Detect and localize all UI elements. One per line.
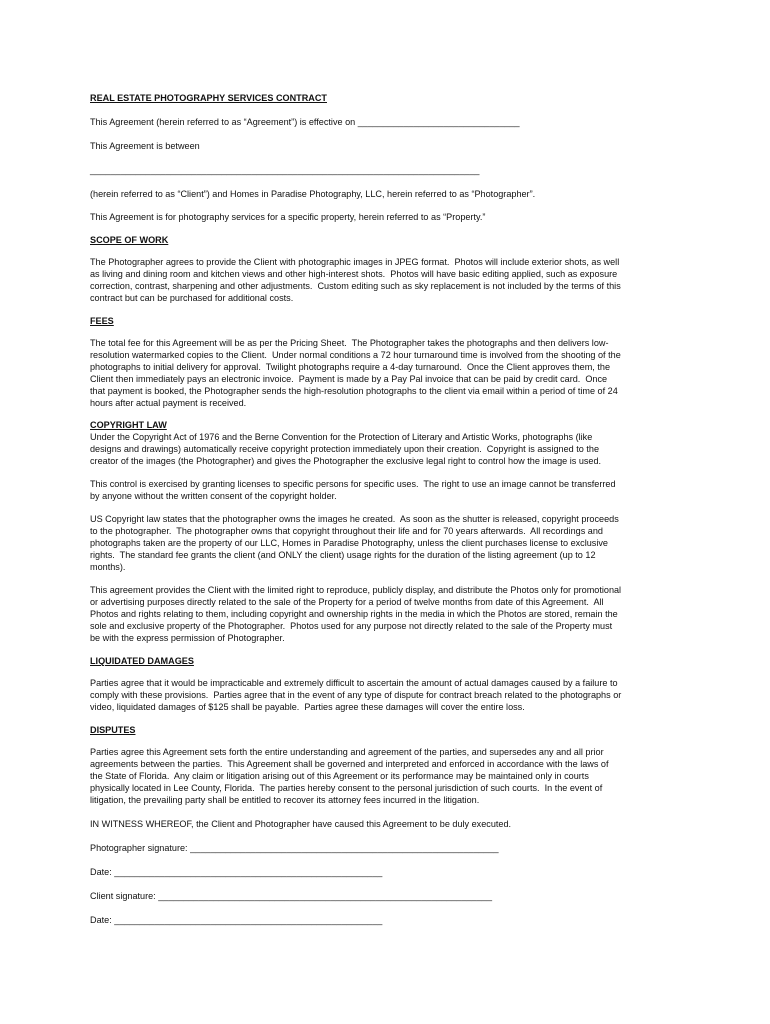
scope-heading: SCOPE OF WORK [90,235,169,245]
scope-text: The Photographer agrees to provide the Client with photographic images in JPEG format. Photos will include exterior shots, as well as living and dining room and kitchen views and other high-interest shots. Photos will have basic editing applied, such as exposure correction, contrast, sharpening and other adjustments. Custom editing such as sky replacement is not included by the terms of this contract but can be purchased for additional costs. [90,257,621,303]
photographer-signature-line: Photographer signature: _____________________________________________________________ [90,843,499,853]
party-blank-line: _____________________________________________________________________________ [90,165,480,175]
copyright-paragraph-3: US Copyright law states that the photographer owns the images he created. As soon as the shutter is released, copyright proceeds to the photographer. The photographer owns that copyright throughout their life and for 70 years afterwards. All recordings and photographs taken are the property of our LLC, Homes in Paradise Photography, unless the client purchases license to exclusive rights. The standard fee grants the client (and ONLY the client) usage rights for the duration of the listing agreement (up to 12 months). [90,514,619,572]
parties-definition: (herein referred to as “Client”) and Homes in Paradise Photography, LLC, herein referred to as “Photographer”. [90,189,536,199]
client-signature-line: Client signature: __________________________________________________________________ [90,891,493,901]
fees-heading: FEES [90,316,114,326]
copyright-paragraph-1: Under the Copyright Act of 1976 and the Berne Convention for the Protection of Literary and Artistic Works, photographs (like designs and drawings) automatically receive copyright protection immediately upon their creation. Copyright is assigned to the creator of the images (the Photographer) and gives the Photographer the exclusive legal right to control how the image is used. [90,432,602,466]
property-definition: This Agreement is for photography services for a specific property, herein referred to as “Property.” [90,212,486,222]
witness-clause: IN WITNESS WHEREOF, the Client and Photographer have caused this Agreement to be duly executed. [90,819,512,829]
disputes-text: Parties agree this Agreement sets forth the entire understanding and agreement of the parties, and supersedes any and all prior agreements between the parties. This Agreement shall be governed and interpreted and enforced in accordance with the laws of the State of Florida. Any claim or litigation arising out of this Agreement or its performance may be maintained only in courts physically located in Lee County, Florida. The parties hereby consent to the personal jurisdiction of such courts. In the event of litigation, the prevailing party shall be entitled to recover its attorney fees incurred in the litigation. [90,747,609,805]
damages-text: Parties agree that it would be impracticable and extremely difficult to ascertain the amount of actual damages caused by a failure to comply with these provisions. Parties agree that in the event of any type of dispute for contract breach related to the photographs or video, liquidated damages of $125 shall be payable. Parties agree these damages will cover the entire loss. [90,678,622,712]
fees-text: The total fee for this Agreement will be as per the Pricing Sheet. The Photographer takes the photographs and then delivers low- resolution watermarked copies to the Client. Under normal conditions a 72 hour turnaround time is involved from the shooting of the photographs to initial delivery for approval. Twilight photographs require a 4-day turnaround. Once the Client approves them, the Client then immediately pays an electronic invoice. Payment is made by a Pay Pal invoice that can be paid by credit card. Once that payment is booked, the Photographer sends the high-resolution photographs to the client via email within a period of time of 24 hours after actual payment is received. [90,338,621,408]
effective-date-line: This Agreement (herein referred to as “Agreement”) is effective on ________________________________ [90,117,520,127]
client-date-line: Date: _____________________________________________________ [90,915,383,925]
damages-heading: LIQUIDATED DAMAGES [90,656,194,666]
agreement-between: This Agreement is between [90,141,200,151]
copyright-paragraph-4: This agreement provides the Client with the limited right to reproduce, publicly display, and distribute the Photos only for promotional or advertising purposes directly related to the sale of the Property for a period of twelve months from date of this Agreement. All Photos and rights relating to them, including copyright and ownership rights in the media in which the Photos are stored, remain the sole and exclusive property of the Photographer. Photos used for any purpose not directly related to the sale of the Property must be with the express permission of Photographer. [90,585,622,643]
contract-page [90,92,682,926]
document-title: REAL ESTATE PHOTOGRAPHY SERVICES CONTRACT [90,93,327,103]
copyright-heading: COPYRIGHT LAW [90,420,167,430]
photographer-date-line: Date: _____________________________________________________ [90,867,383,877]
disputes-heading: DISPUTES [90,725,136,735]
copyright-paragraph-2: This control is exercised by granting licenses to specific persons for specific uses. The right to use an image cannot be transferred by anyone without the written consent of the copyright holder. [90,479,616,501]
